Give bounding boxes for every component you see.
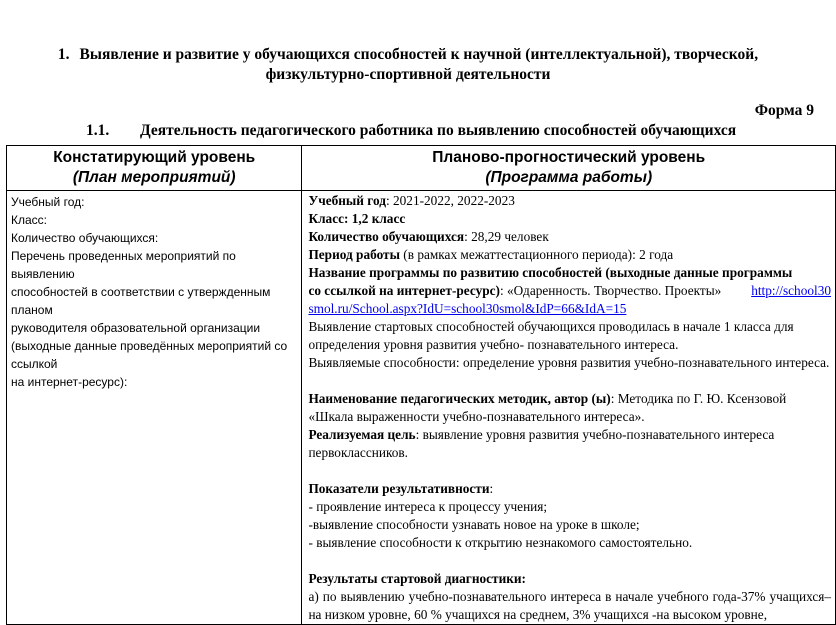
methods-value: : Методика по Г. Ю. Ксензовой «Шкала выраженности учебно-познавательного интереса». <box>308 391 787 424</box>
count-label: Количество обучающихся <box>308 229 465 244</box>
period-label: Период работы <box>308 247 400 262</box>
form-label: Форма 9 <box>754 102 814 119</box>
left-line: Количество обучающихся: <box>11 231 159 245</box>
indicator-item: - выявление способности к открытию незнакомого самостоятельно. <box>308 535 693 550</box>
right-cell <box>302 191 836 625</box>
col2-header-cell <box>302 146 836 191</box>
section-title-line1: Выявление и развитие у обучающихся способностей к научной (интеллектуальной), творческой, <box>79 46 759 63</box>
goal-value: : выявление уровня развития учебно-познавательного интереса первоклассников. <box>308 427 775 460</box>
left-line: ссылкой <box>11 357 58 371</box>
left-line: Класс: <box>11 213 47 227</box>
goal-label: Реализуемая цель <box>308 427 416 442</box>
program-value: : «Одаренность. Творчество. Проекты» <box>499 283 722 298</box>
col2-subheader: (Программа работы) <box>485 169 653 186</box>
subsection-heading <box>86 122 736 140</box>
year-label: Учебный год <box>308 193 386 208</box>
table-header-row <box>7 146 836 191</box>
indicators-label: Показатели результативности <box>308 481 490 496</box>
col1-subheader: (План мероприятий) <box>72 169 236 186</box>
indicator-item: - проявление интереса к процессу учения; <box>308 499 548 514</box>
period-value: (в рамках межаттестационного периода): 2 года <box>399 247 674 262</box>
count-value: : 28,29 человек <box>464 229 549 244</box>
section-title-line2: физкультурно-спортивной деятельности <box>265 66 551 83</box>
left-line: Перечень проведенных мероприятий по выявлению <box>11 249 236 281</box>
col1-header: Констатирующий уровень <box>53 149 256 166</box>
subsection-number: 1.1. <box>86 122 110 139</box>
abilities-text: Выявляемые способности: определение уровня развития учебно-познавательного интереса. <box>308 355 830 370</box>
class-label: Класс: 1,2 класс <box>308 211 406 226</box>
col2-header: Планово-прогностический уровень <box>432 149 706 166</box>
left-line: способностей в соответствии с утвержденным планом <box>11 285 271 317</box>
left-line: (выходные данные проведённых мероприятий со <box>11 339 288 353</box>
year-value: : 2021-2022, 2022-2023 <box>385 193 515 208</box>
program-label-1: Название программы по развитию способностей (выходные данные программы <box>308 265 793 280</box>
indicator-item: -выявление способности узнавать новое на уроке в школе; <box>308 517 640 532</box>
left-line: руководителя образовательной организации <box>11 321 261 335</box>
methods-label: Наименование педагогических методик, автор (ы) <box>308 391 611 406</box>
subsection-title: Деятельность педагогического работника по выявлению способностей обучающихся <box>140 122 737 139</box>
program-link-part1[interactable]: http://school30 <box>751 283 831 298</box>
left-line: на интернет-ресурс): <box>11 375 128 389</box>
start-text: Выявление стартовых способностей обучающихся проводилась в начале 1 класса для определения уровня развития учебно- познавательного интереса. <box>308 319 794 352</box>
col1-header-cell <box>7 146 302 191</box>
results-text: а) по выявлению учебно-познавательного интереса в начале учебного года-37% учащихся– на низком уровне, 60 % учащихся на среднем, 3% учащихся -на высоком уровне, <box>308 589 831 622</box>
left-cell <box>7 191 302 625</box>
program-link-part2[interactable]: smol.ru/School.aspx?IdU=school30smol&IdP=66&IdA=15 <box>308 301 627 316</box>
program-label-2: со ссылкой на интернет-ресурс) <box>308 283 500 298</box>
table-row <box>7 191 836 625</box>
activity-table <box>6 145 836 625</box>
results-label: Результаты стартовой диагностики: <box>308 571 526 586</box>
section-heading <box>0 45 816 85</box>
section-number: 1. <box>57 46 70 63</box>
indicators-colon: : <box>489 481 494 496</box>
left-line: Учебный год: <box>11 195 85 209</box>
